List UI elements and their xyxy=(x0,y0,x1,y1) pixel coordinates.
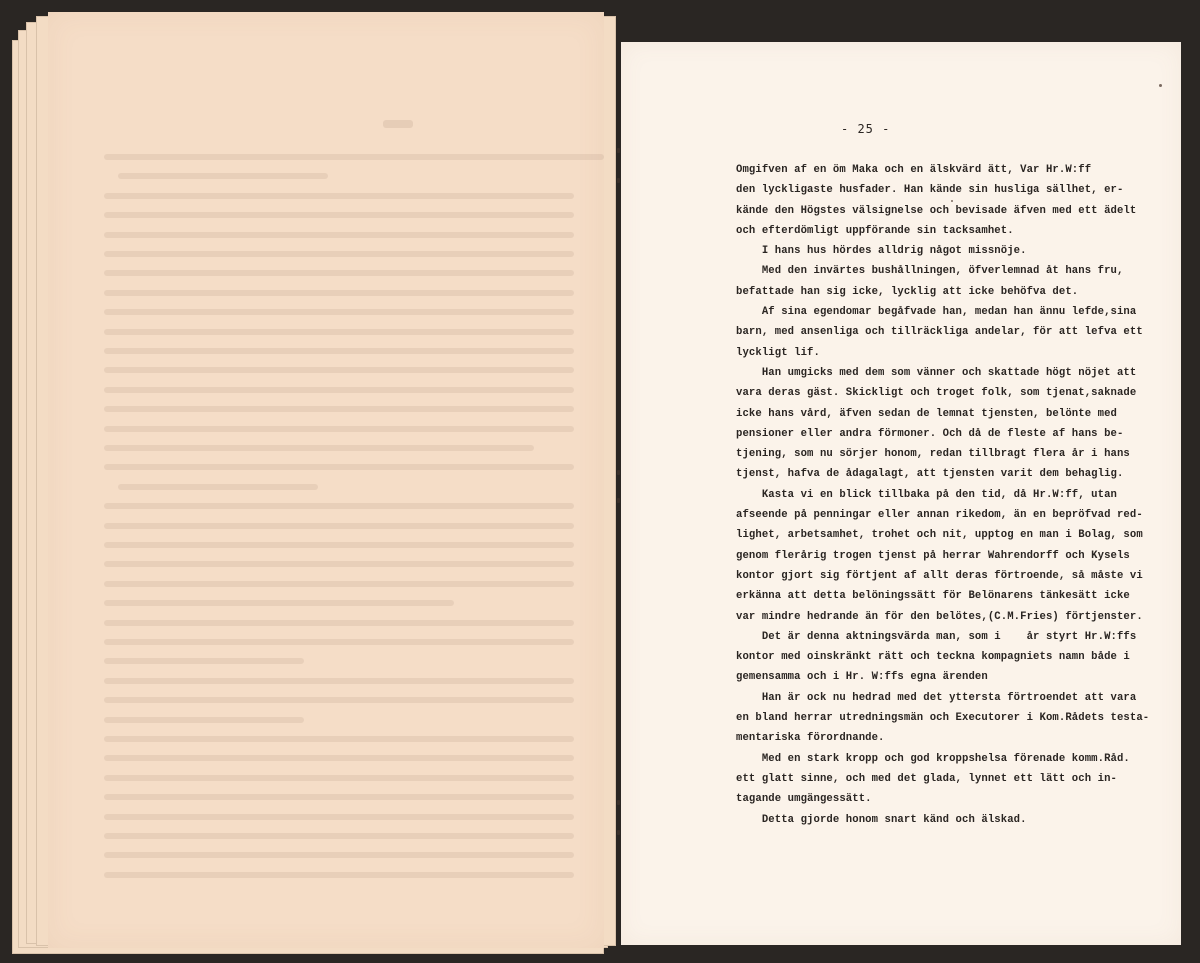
show-through-line xyxy=(104,658,304,664)
show-through-line xyxy=(104,290,574,296)
show-through-line xyxy=(104,561,574,567)
text-line: den lyckligaste husfader. Han kände sin husliga sällhet, er- xyxy=(736,184,1124,197)
show-through-line xyxy=(104,872,574,878)
left-page xyxy=(48,12,604,948)
show-through-line xyxy=(104,251,574,257)
text-line: ett glatt sinne, och med det glada, lynnet ett lätt och in- xyxy=(736,772,1117,785)
show-through-line xyxy=(104,348,574,354)
text-line: en bland herrar utredningsmän och Executorer i Kom.Rådets testa- xyxy=(736,712,1150,725)
show-through-line xyxy=(104,794,574,800)
text-line: Omgifven af en öm Maka och en älskvärd ätt, Var Hr.W:ff xyxy=(736,164,1092,176)
binding-hole xyxy=(617,148,620,153)
page-text xyxy=(736,160,1166,830)
show-through-line xyxy=(104,620,574,626)
show-through-line xyxy=(104,212,574,218)
text-line: Med en stark kropp och god kroppshelsa förenade komm.Råd. xyxy=(736,752,1130,765)
text-line: kontor med oinskränkt rätt och teckna kompagniets namn både i xyxy=(736,651,1130,664)
text-line: Han är ock nu hedrad med det yttersta förtroendet att vara xyxy=(736,691,1137,704)
show-through-line xyxy=(104,755,574,761)
binding-hole xyxy=(617,498,620,503)
text-line: Af sina egendomar begåfvade han, medan han ännu lefde,sina xyxy=(736,306,1137,319)
show-through-line xyxy=(104,367,574,373)
text-line: Han umgicks med dem som vänner och skattade högt nöjet att xyxy=(736,366,1137,379)
text-line: lighet, arbetsamhet, trohet och nit, upptog en man i Bolag, som xyxy=(736,529,1143,542)
show-through-line xyxy=(118,173,328,179)
text-line: barn, med ansenliga och tillräckliga andelar, för att lefva ett xyxy=(736,326,1143,339)
text-line: I hans hus hördes alldrig något missnöje. xyxy=(736,245,1027,258)
show-through-line xyxy=(104,678,574,684)
text-line: icke hans vård, äfven sedan de lemnat tjensten, belönte med xyxy=(736,407,1117,420)
show-through-line xyxy=(104,542,574,548)
text-line: genom flerårig trogen tjenst på herrar Wahrendorff och Kysels xyxy=(736,549,1130,562)
binding-hole xyxy=(617,800,620,805)
show-through-line xyxy=(104,387,574,393)
text-line: tagande umgängessätt. xyxy=(736,793,872,806)
page-number: - 25 - xyxy=(841,122,891,136)
text-line: befattade han sig icke, lycklig att icke behöfva det. xyxy=(736,285,1079,298)
show-through-line xyxy=(104,503,574,509)
show-through-line xyxy=(104,270,574,276)
binding-hole xyxy=(617,178,620,183)
text-line: lyckligt lif. xyxy=(736,346,820,359)
text-line: tjening, som nu sörjer honom, redan tillbragt flera år i hans xyxy=(736,448,1130,461)
show-through-line xyxy=(104,852,574,858)
show-through-line xyxy=(104,775,574,781)
text-line: gemensamma och i Hr. W:ffs egna ärenden xyxy=(736,671,988,684)
show-through-line xyxy=(104,833,574,839)
show-through-line xyxy=(104,581,574,587)
show-through-line xyxy=(104,814,574,820)
show-through-line xyxy=(104,639,574,645)
show-through-line xyxy=(104,736,574,742)
show-through-line xyxy=(104,154,604,160)
show-through-line xyxy=(104,193,574,199)
show-through-line xyxy=(104,426,574,432)
text-line: kontor gjort sig förtjent af allt deras förtroende, så måste vi xyxy=(736,569,1143,582)
text-line: och efterdömligt uppförande sin tacksamhet. xyxy=(736,224,1014,237)
show-through-line xyxy=(104,523,574,529)
show-through-line xyxy=(104,406,574,412)
show-through-line xyxy=(104,600,454,606)
text-line: Kasta vi en blick tillbaka på den tid, då Hr.W:ff, utan xyxy=(736,488,1117,501)
show-through-line xyxy=(104,445,534,451)
right-page xyxy=(621,42,1181,945)
text-line: Detta gjorde honom snart känd och älskad. xyxy=(736,813,1027,826)
paper-speck xyxy=(1159,84,1162,87)
text-line: erkänna att detta belöningssätt för Belönarens tänkesätt icke xyxy=(736,590,1130,603)
paper-speck xyxy=(951,200,953,202)
text-line: tjenst, hafva de ådagalagt, att tjensten varit dem behaglig. xyxy=(736,468,1124,481)
show-through-line xyxy=(104,232,574,238)
show-through-line xyxy=(118,484,318,490)
text-line: afseende på penningar eller annan rikedom, än en bepröfvad red- xyxy=(736,509,1143,522)
text-line: pensioner eller andra förmoner. Och då de fleste af hans be- xyxy=(736,427,1124,440)
text-line: Det är denna aktningsvärda man, som i år styrt Hr.W:ffs xyxy=(736,630,1137,643)
text-line: Med den invärtes bushållningen, öfverlemnad åt hans fru, xyxy=(736,265,1124,278)
show-through-line xyxy=(104,329,574,335)
text-line: vara deras gäst. Skickligt och troget folk, som tjenat,saknade xyxy=(736,387,1137,400)
text-line: kände den Högstes välsignelse och bevisade äfven med ett ädelt xyxy=(736,204,1137,217)
show-through-line xyxy=(104,717,304,723)
show-through-line xyxy=(104,309,574,315)
ghost-page-number xyxy=(383,120,413,128)
text-line: mentariska förordnande. xyxy=(736,732,885,745)
binding-hole xyxy=(617,470,620,475)
text-line: var mindre hedrande än för den belötes,(C.M.Fries) förtjenster. xyxy=(736,610,1143,623)
show-through-line xyxy=(104,464,574,470)
binding-hole xyxy=(617,830,620,835)
show-through-line xyxy=(104,697,574,703)
